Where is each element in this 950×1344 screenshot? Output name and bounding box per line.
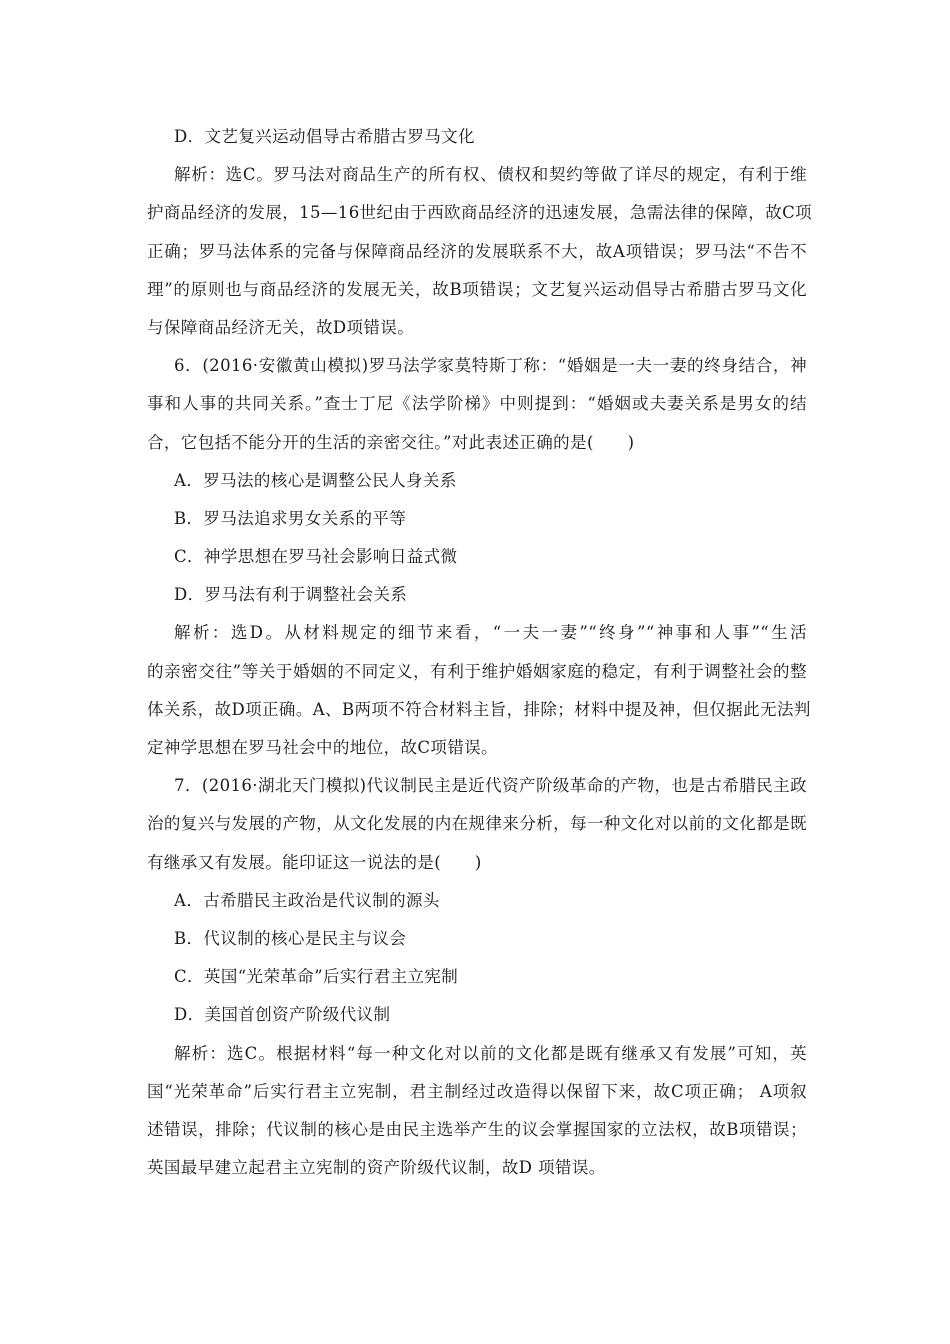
text-line: C．神学思想在罗马社会影响日益式微 xyxy=(174,547,458,567)
text-line: 护商品经济的发展，15—16世纪由于西欧商品经济的迅速发展，急需法律的保障，故C项 xyxy=(147,203,813,223)
text-line: 治的复兴与发展的产物，从文化发展的内在规律来分析，每一种文化对以前的文化都是既 xyxy=(147,814,807,834)
text-line: D．罗马法有利于调整社会关系 xyxy=(174,585,408,605)
text-line: 的亲密交往”等关于婚姻的不同定义，有利于维护婚姻家庭的稳定，有利于调整社会的整 xyxy=(147,661,807,681)
text-line: 解析：选C。罗马法对商品生产的所有权、债权和契约等做了详尽的规定，有利于维 xyxy=(174,165,807,185)
text-line: B．罗马法追求男女关系的平等 xyxy=(174,508,407,528)
text-line: A．古希腊民主政治是代议制的源头 xyxy=(174,890,440,910)
text-line: 事和人事的共同关系。”查士丁尼《法学阶梯》中则提到：“婚姻或夫妻关系是男女的结 xyxy=(147,394,807,414)
document-body xyxy=(147,118,813,1187)
text-line: D．文艺复兴运动倡导古希腊古罗马文化 xyxy=(174,127,475,146)
text-line: 有继承又有发展。能印证这一说法的是( ) xyxy=(147,852,482,872)
text-line: 6．(2016·安徽黄山模拟)罗马法学家莫特斯丁称：“婚姻是一夫一妻的终身结合，神 xyxy=(174,356,807,376)
text-line: A．罗马法的核心是调整公民人身关系 xyxy=(174,470,457,490)
text-line: 解析：选D。从材料规定的细节来看，“一夫一妻”“终身”“神事和人事”“生活 xyxy=(174,623,807,643)
text-line: C．英国“光荣革命”后实行君主立宪制 xyxy=(174,967,459,987)
text-line: 英国最早建立起君主立宪制的资产阶级代议制，故D 项错误。 xyxy=(147,1158,606,1178)
text-line: 定神学思想在罗马社会中的地位，故C项错误。 xyxy=(147,738,499,757)
text-line: B．代议制的核心是民主与议会 xyxy=(174,928,407,948)
text-line: 国“光荣革命”后实行君主立宪制，君主制经过改造得以保留下来，故C项正确； A项叙 xyxy=(147,1081,807,1101)
text-line: 理”的原则也与商品经济的发展无关，故B项错误；文艺复兴运动倡导古希腊古罗马文化 xyxy=(147,279,807,299)
text-line: D．美国首创资产阶级代议制 xyxy=(174,1005,391,1025)
text-line: 解析：选C。根据材料“每一种文化对以前的文化都是既有继承又有发展”可知，英 xyxy=(174,1043,807,1063)
text-line: 述错误，排除；代议制的核心是由民主选举产生的议会掌握国家的立法权，故B项错误； xyxy=(147,1119,807,1139)
text-line: 7．(2016·湖北天门模拟)代议制民主是近代资产阶级革命的产物，也是古希腊民主政 xyxy=(174,776,807,796)
text-line: 合，它包括不能分开的生活的亲密交往。”对此表述正确的是( ) xyxy=(147,432,635,452)
text-line: 正确；罗马法体系的完备与保障商品经济的发展联系不大，故A项错误；罗马法“不告不 xyxy=(147,241,807,261)
text-line: 与保障商品经济无关，故D项错误。 xyxy=(147,317,415,337)
text-line: 体关系，故D项正确。A、B两项不符合材料主旨，排除；材料中提及神，但仅据此无法判 xyxy=(147,699,811,719)
